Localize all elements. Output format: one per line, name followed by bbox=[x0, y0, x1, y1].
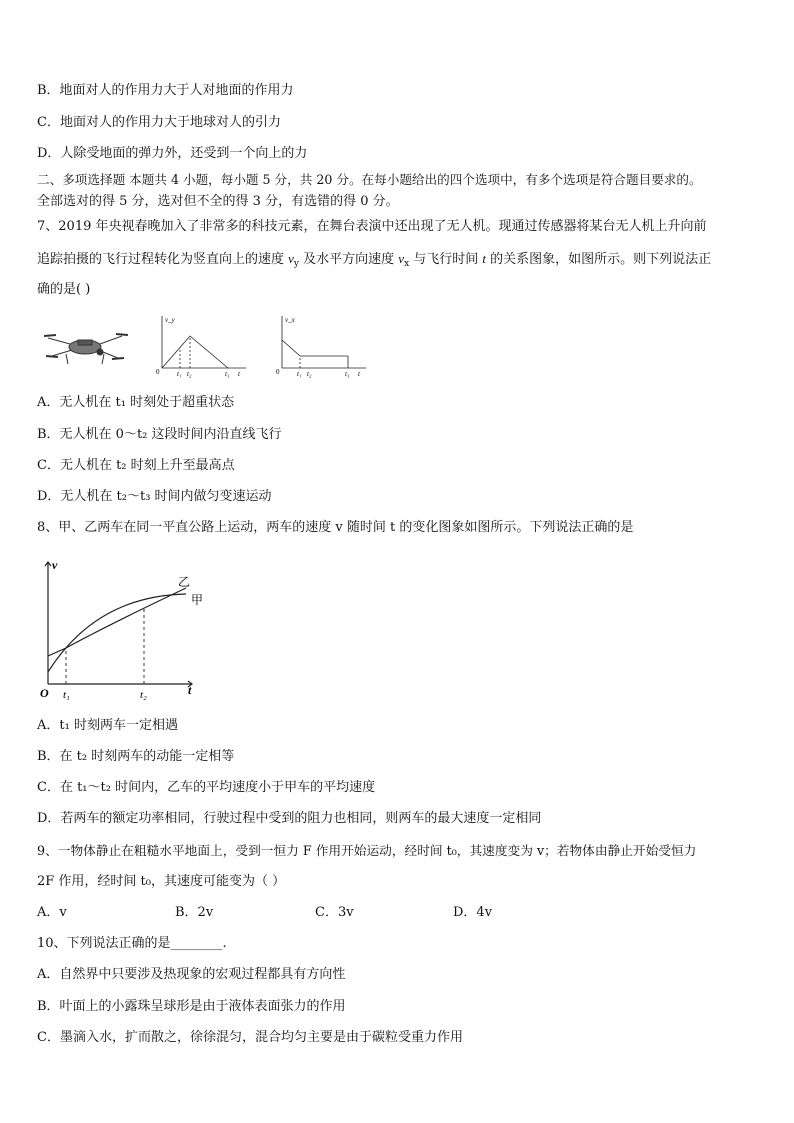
vx-time-graph bbox=[270, 312, 370, 380]
q9-stem-line2: 2F 作用，经时间 t₀，其速度可能变为（ ） bbox=[37, 874, 286, 889]
q10-option-a: A．自然界中只要涉及热现象的宏观过程都具有方向性 bbox=[37, 967, 346, 982]
vx-graph-t3: t₃ bbox=[345, 370, 350, 378]
q10-option-b: B．叶面上的小露珠呈球形是由于液体表面张力的作用 bbox=[37, 999, 346, 1014]
drone-illustration bbox=[42, 326, 128, 366]
q8-option-b: B．在 t₂ 时刻两车的动能一定相等 bbox=[37, 749, 235, 764]
q9-option-d: D．4v bbox=[453, 905, 493, 920]
vy-graph-t: t bbox=[238, 370, 240, 378]
q7-stem-line2: 追踪拍摄的飞行过程转化为竖直向上的速度 $v_y$ 及水平方向速度 $v_x$ 与飞行时间 t 的关系图象，如图所示。则下列说法正 bbox=[37, 251, 712, 269]
q8-option-d: D．若两车的额定功率相同，行驶过程中受到的阻力也相同，则两车的最大速度一定相同 bbox=[37, 811, 542, 826]
q10-option-c: C．墨滴入水，扩而散之，徐徐混匀，混合均匀主要是由于碳粒受重力作用 bbox=[37, 1030, 463, 1045]
vy-graph-ylabel: v_y bbox=[165, 316, 175, 324]
vy-graph-t1: t₁ bbox=[177, 370, 182, 378]
section2-heading-line1: 二、多项选择题 本题共 4 小题，每小题 5 分，共 20 分。在每小题给出的四个选项中，有多个选项是符合题目要求的。 bbox=[37, 172, 702, 187]
vx-graph-t: t bbox=[358, 370, 360, 378]
q8-option-c: C．在 t₁～t₂ 时间内，乙车的平均速度小于甲车的平均速度 bbox=[37, 780, 376, 795]
vx-graph-ylabel: v_x bbox=[285, 316, 295, 324]
q7-stem-line1: 7、2019 年央视春晚加入了非常多的科技元素，在舞台表演中还出现了无人机。现通过传感器将某台无人机上升向前 bbox=[37, 219, 707, 234]
q7-option-a: A．无人机在 t₁ 时刻处于超重状态 bbox=[37, 395, 235, 410]
q6-option-c: C．地面对人的作用力大于地球对人的引力 bbox=[37, 115, 281, 130]
q9-stem-line1: 9、一物体静止在粗糙水平地面上，受到一恒力 F 作用开始运动，经时间 t₀，其速度变为 v；若物体由静止开始受恒力 bbox=[37, 843, 697, 858]
vy-graph-t3: t₃ bbox=[225, 370, 230, 378]
vy-graph-t2: t₂ bbox=[187, 370, 192, 378]
q8-graph-curve-jia bbox=[48, 594, 186, 672]
q8-velocity-time-graph bbox=[36, 556, 206, 700]
q10-stem: 10、下列说法正确的是________. bbox=[37, 936, 227, 951]
q8-graph-ylabel: v bbox=[52, 558, 58, 572]
q8-option-a: A．t₁ 时刻两车一定相遇 bbox=[37, 718, 178, 733]
vx-graph-t2: t₂ bbox=[307, 370, 312, 378]
q7-option-c: C．无人机在 t₂ 时刻上升至最高点 bbox=[37, 458, 235, 473]
q7-option-d: D．无人机在 t₂～t₃ 时间内做匀变速运动 bbox=[37, 489, 272, 504]
section2-heading-line2: 全部选对的得 5 分，选对但不全的得 3 分，有选错的得 0 分。 bbox=[37, 194, 399, 209]
q8-graph-xlabel: t bbox=[188, 683, 192, 697]
q8-stem: 8、甲、乙两车在同一平直公路上运动，两车的速度 v 随时间 t 的变化图象如图所示。下列说法正确的是 bbox=[37, 520, 634, 535]
q7-option-b: B．无人机在 0～t₂ 这段时间内沿直线飞行 bbox=[37, 427, 282, 442]
q8-graph-t2: t₂ bbox=[140, 689, 147, 700]
q8-graph-curve-yi bbox=[48, 588, 186, 656]
q8-graph-label-yi: 乙 bbox=[178, 575, 191, 589]
q9-option-a: A．v bbox=[37, 905, 67, 920]
q9-option-b: B．2v bbox=[175, 905, 214, 920]
q6-option-d: D．人除受地面的弹力外，还受到一个向上的力 bbox=[37, 146, 308, 161]
vx-graph-line bbox=[282, 340, 348, 356]
q7-stem-line3: 确的是( ) bbox=[37, 282, 91, 297]
vy-graph-line bbox=[162, 336, 228, 368]
vx-graph-t1: t₁ bbox=[297, 370, 302, 378]
q8-graph-label-jia: 甲 bbox=[191, 593, 204, 607]
vy-time-graph bbox=[150, 312, 250, 380]
vx-graph-origin: 0 bbox=[276, 368, 280, 376]
q9-option-c: C．3v bbox=[315, 905, 354, 920]
q8-graph-t1: t₁ bbox=[63, 689, 70, 700]
vy-graph-origin: 0 bbox=[156, 368, 160, 376]
q8-graph-origin: O bbox=[40, 686, 49, 700]
q6-option-b: B．地面对人的作用力大于人对地面的作用力 bbox=[37, 83, 294, 98]
